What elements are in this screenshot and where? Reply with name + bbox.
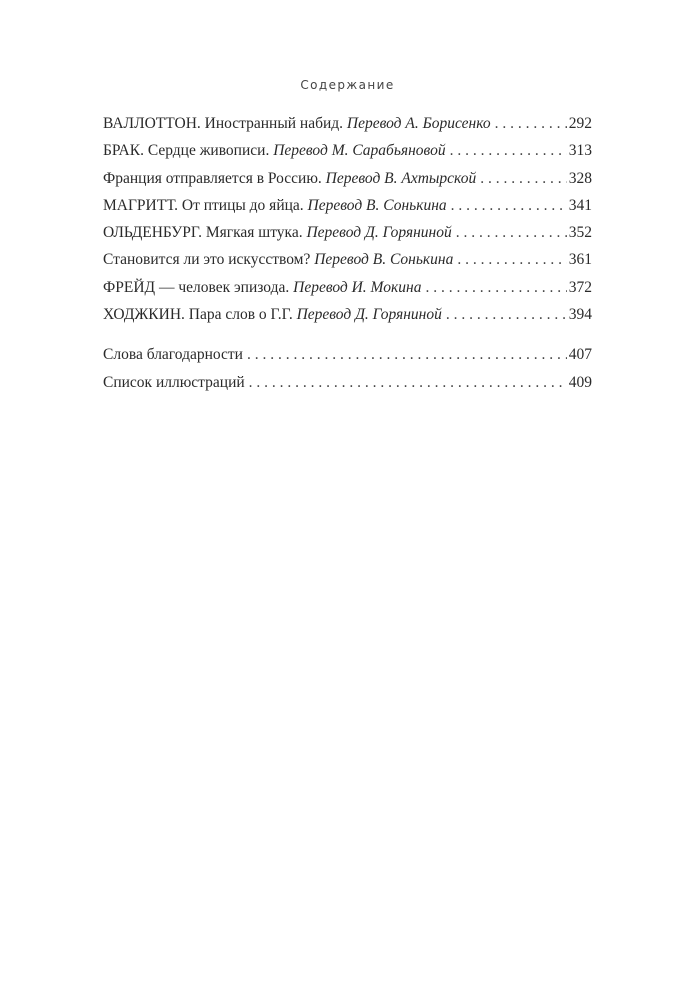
entry-title: Франция отправляется в Россию. bbox=[103, 169, 322, 187]
toc-entry-back-matter bbox=[103, 346, 592, 373]
entry-title: ВАЛЛОТТОН. Иностранный набид. bbox=[103, 115, 344, 132]
dot-leader bbox=[480, 170, 567, 188]
entry-page: 407 bbox=[568, 346, 592, 364]
toc-entry bbox=[103, 170, 592, 197]
entry-page: 313 bbox=[568, 142, 592, 160]
entry-translator: Перевод В. Сонькина bbox=[307, 196, 447, 214]
entry-title: МАГРИТТ. От птицы до яйца. bbox=[103, 196, 304, 214]
dot-leader bbox=[450, 142, 567, 160]
toc-entry bbox=[103, 115, 592, 142]
dot-leader bbox=[456, 224, 567, 242]
entry-title: Слова благодарности bbox=[103, 346, 243, 364]
toc-entry bbox=[103, 306, 592, 333]
entry-translator: Перевод А. Борисенко bbox=[346, 115, 491, 132]
entry-title: ФРЕЙД — человек эпизода. bbox=[103, 278, 290, 296]
entry-page: 328 bbox=[568, 169, 592, 187]
page-title: Содержание bbox=[300, 78, 395, 92]
entry-page: 341 bbox=[568, 196, 592, 214]
dot-leader bbox=[249, 374, 567, 392]
dot-leader bbox=[451, 197, 567, 215]
entry-title: Список иллюстраций bbox=[103, 373, 245, 391]
dot-leader bbox=[495, 115, 567, 133]
dot-leader bbox=[425, 279, 566, 297]
entry-page: 292 bbox=[568, 115, 592, 132]
entry-translator: Перевод В. Ахтырской bbox=[325, 169, 477, 187]
entry-page: 361 bbox=[568, 251, 592, 269]
toc-entry bbox=[103, 197, 592, 224]
entry-title: Становится ли это искусством? bbox=[103, 251, 311, 269]
entry-title: БРАК. Сердце живописи. bbox=[103, 142, 270, 160]
toc-entry bbox=[103, 279, 592, 306]
dot-leader bbox=[446, 306, 567, 324]
toc-entry bbox=[103, 224, 592, 251]
table-of-contents bbox=[103, 115, 592, 401]
entry-page: 372 bbox=[568, 278, 592, 296]
entry-translator: Перевод И. Мокина bbox=[293, 278, 422, 296]
entry-translator: Перевод М. Сарабьяновой bbox=[273, 142, 446, 160]
entry-page: 352 bbox=[568, 224, 592, 242]
entry-title: ОЛЬДЕНБУРГ. Мягкая штука. bbox=[103, 224, 303, 242]
entry-title: ХОДЖКИН. Пара слов о Г.Г. bbox=[103, 306, 293, 324]
entry-page: 394 bbox=[568, 306, 592, 324]
toc-entry-back-matter bbox=[103, 374, 592, 401]
toc-entry bbox=[103, 251, 592, 278]
entry-translator: Перевод Д. Горяниной bbox=[306, 224, 452, 242]
dot-leader bbox=[247, 346, 567, 364]
entry-translator: Перевод В. Сонькина bbox=[314, 251, 454, 269]
toc-entry bbox=[103, 142, 592, 169]
entry-page: 409 bbox=[568, 373, 592, 391]
dot-leader bbox=[457, 251, 566, 269]
entry-translator: Перевод Д. Горяниной bbox=[296, 306, 442, 324]
